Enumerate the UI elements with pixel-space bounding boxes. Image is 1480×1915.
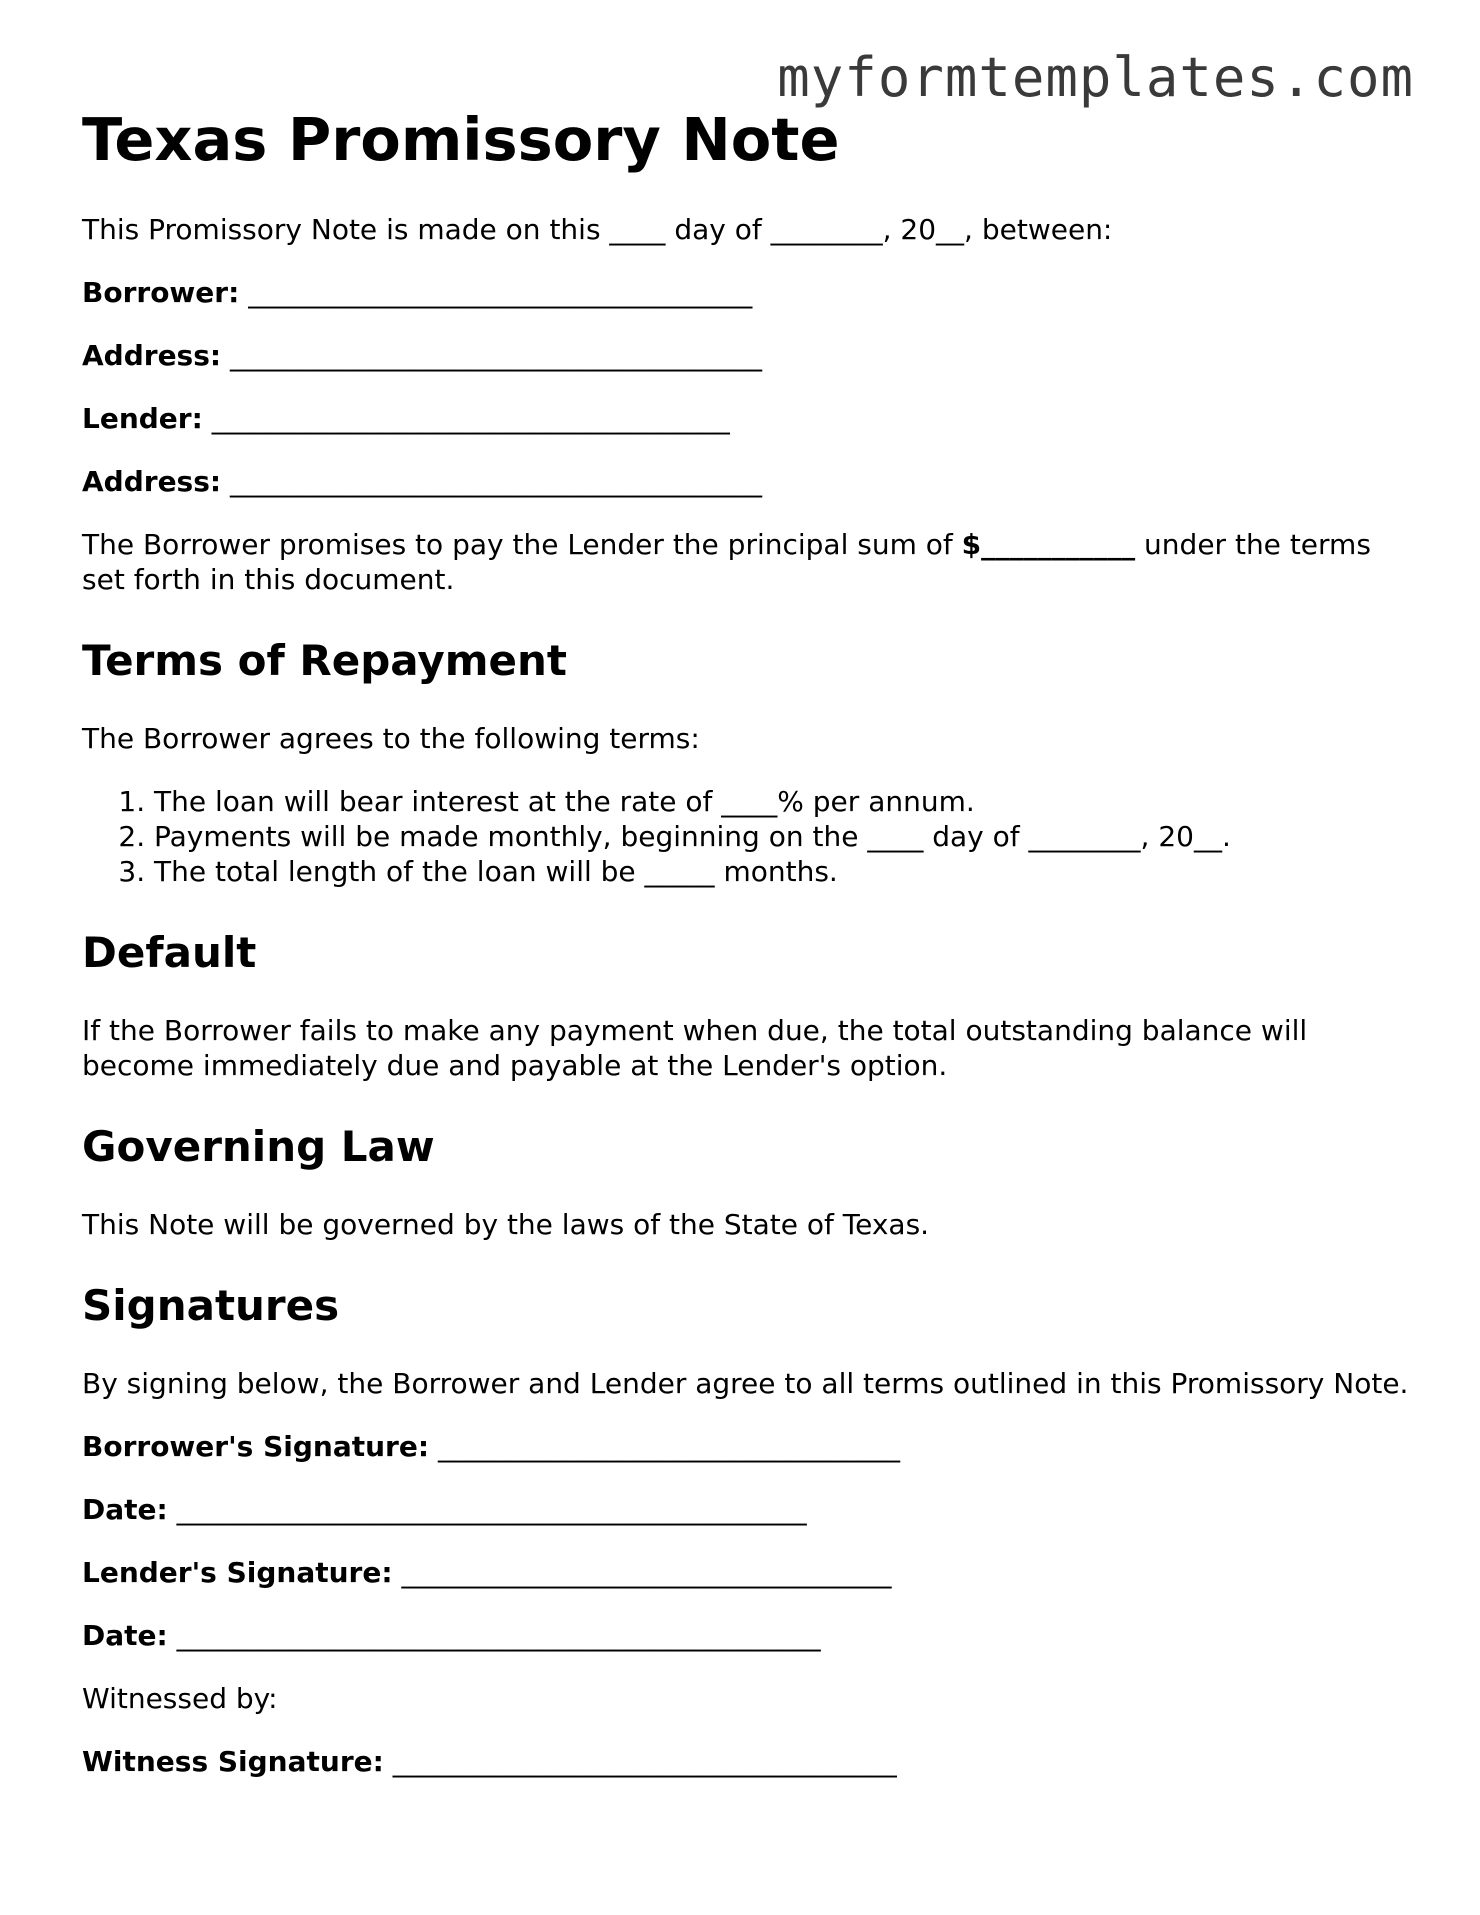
borrower-date-field[interactable] bbox=[82, 1492, 1412, 1527]
principal-before: The Borrower promises to pay the Lender the principal sum of bbox=[82, 528, 962, 561]
borrower-line: ____________________________________ bbox=[248, 276, 753, 309]
principal-after: under the terms set forth in this document. bbox=[82, 528, 1371, 596]
lender-date-label: Date: bbox=[82, 1619, 168, 1652]
borrower-signature-field[interactable] bbox=[82, 1429, 1412, 1464]
witnessed-by-text: Witnessed by: bbox=[82, 1682, 278, 1715]
lender-signature-field[interactable] bbox=[82, 1555, 1412, 1590]
borrower-date-label: Date: bbox=[82, 1493, 168, 1526]
watermark: myformtemplates.com bbox=[777, 46, 1414, 109]
borrower-address-field[interactable] bbox=[82, 338, 1412, 373]
witness-signature-field[interactable] bbox=[82, 1744, 1412, 1779]
lender-address-line: ______________________________________ bbox=[230, 465, 762, 498]
borrower-date-line: _____________________________________________ bbox=[176, 1493, 807, 1526]
governing-law-text: This Note will be governed by the laws of the State of Texas. bbox=[82, 1208, 930, 1241]
borrower-signature-label: Borrower's Signature: bbox=[82, 1430, 430, 1463]
borrower-signature-line: _________________________________ bbox=[437, 1430, 900, 1463]
witness-signature-line: ____________________________________ bbox=[392, 1745, 897, 1778]
lender-line: _____________________________________ bbox=[211, 402, 730, 435]
default-text: If the Borrower fails to make any payment when due, the total outstanding balance will become immediately due and payable at the Lender's option. bbox=[82, 1014, 1308, 1082]
borrower-address-label: Address: bbox=[82, 339, 222, 372]
section-heading-default: Default bbox=[82, 928, 257, 977]
repayment-terms-list bbox=[82, 784, 1412, 889]
lender-date-line: ______________________________________________ bbox=[176, 1619, 821, 1652]
lender-label: Lender: bbox=[82, 402, 203, 435]
lender-date-field[interactable] bbox=[82, 1618, 1412, 1653]
section-heading-governing-law: Governing Law bbox=[82, 1122, 435, 1171]
lender-field[interactable] bbox=[82, 401, 1412, 436]
principal-text bbox=[82, 527, 1412, 597]
borrower-label: Borrower: bbox=[82, 276, 240, 309]
signatures-text: By signing below, the Borrower and Lender agree to all terms outlined in this Promissory Note. bbox=[82, 1367, 1409, 1400]
witness-signature-label: Witness Signature: bbox=[82, 1745, 384, 1778]
borrower-field[interactable] bbox=[82, 275, 1412, 310]
lender-signature-line: ___________________________________ bbox=[401, 1556, 892, 1589]
repayment-intro: The Borrower agrees to the following terms: bbox=[82, 722, 700, 755]
lender-address-label: Address: bbox=[82, 465, 222, 498]
borrower-address-line: ______________________________________ bbox=[230, 339, 762, 372]
section-heading-signatures: Signatures bbox=[82, 1281, 340, 1330]
lender-signature-label: Lender's Signature: bbox=[82, 1556, 393, 1589]
principal-amount[interactable]: $___________ bbox=[961, 528, 1136, 561]
list-item: 2. Payments will be made monthly, beginning on the ____ day of ________, 20__. bbox=[154, 819, 1412, 854]
intro-text: This Promissory Note is made on this ____ day of ________, 20__, between: bbox=[82, 213, 1113, 246]
document bbox=[82, 104, 1412, 1807]
list-item: 1. The loan will bear interest at the rate of ____% per annum. bbox=[154, 784, 1412, 819]
lender-address-field[interactable] bbox=[82, 464, 1412, 499]
document-title: Texas Promissory Note bbox=[82, 105, 840, 174]
list-item: 3. The total length of the loan will be _____ months. bbox=[154, 854, 1412, 889]
section-heading-repayment: Terms of Repayment bbox=[82, 636, 567, 685]
